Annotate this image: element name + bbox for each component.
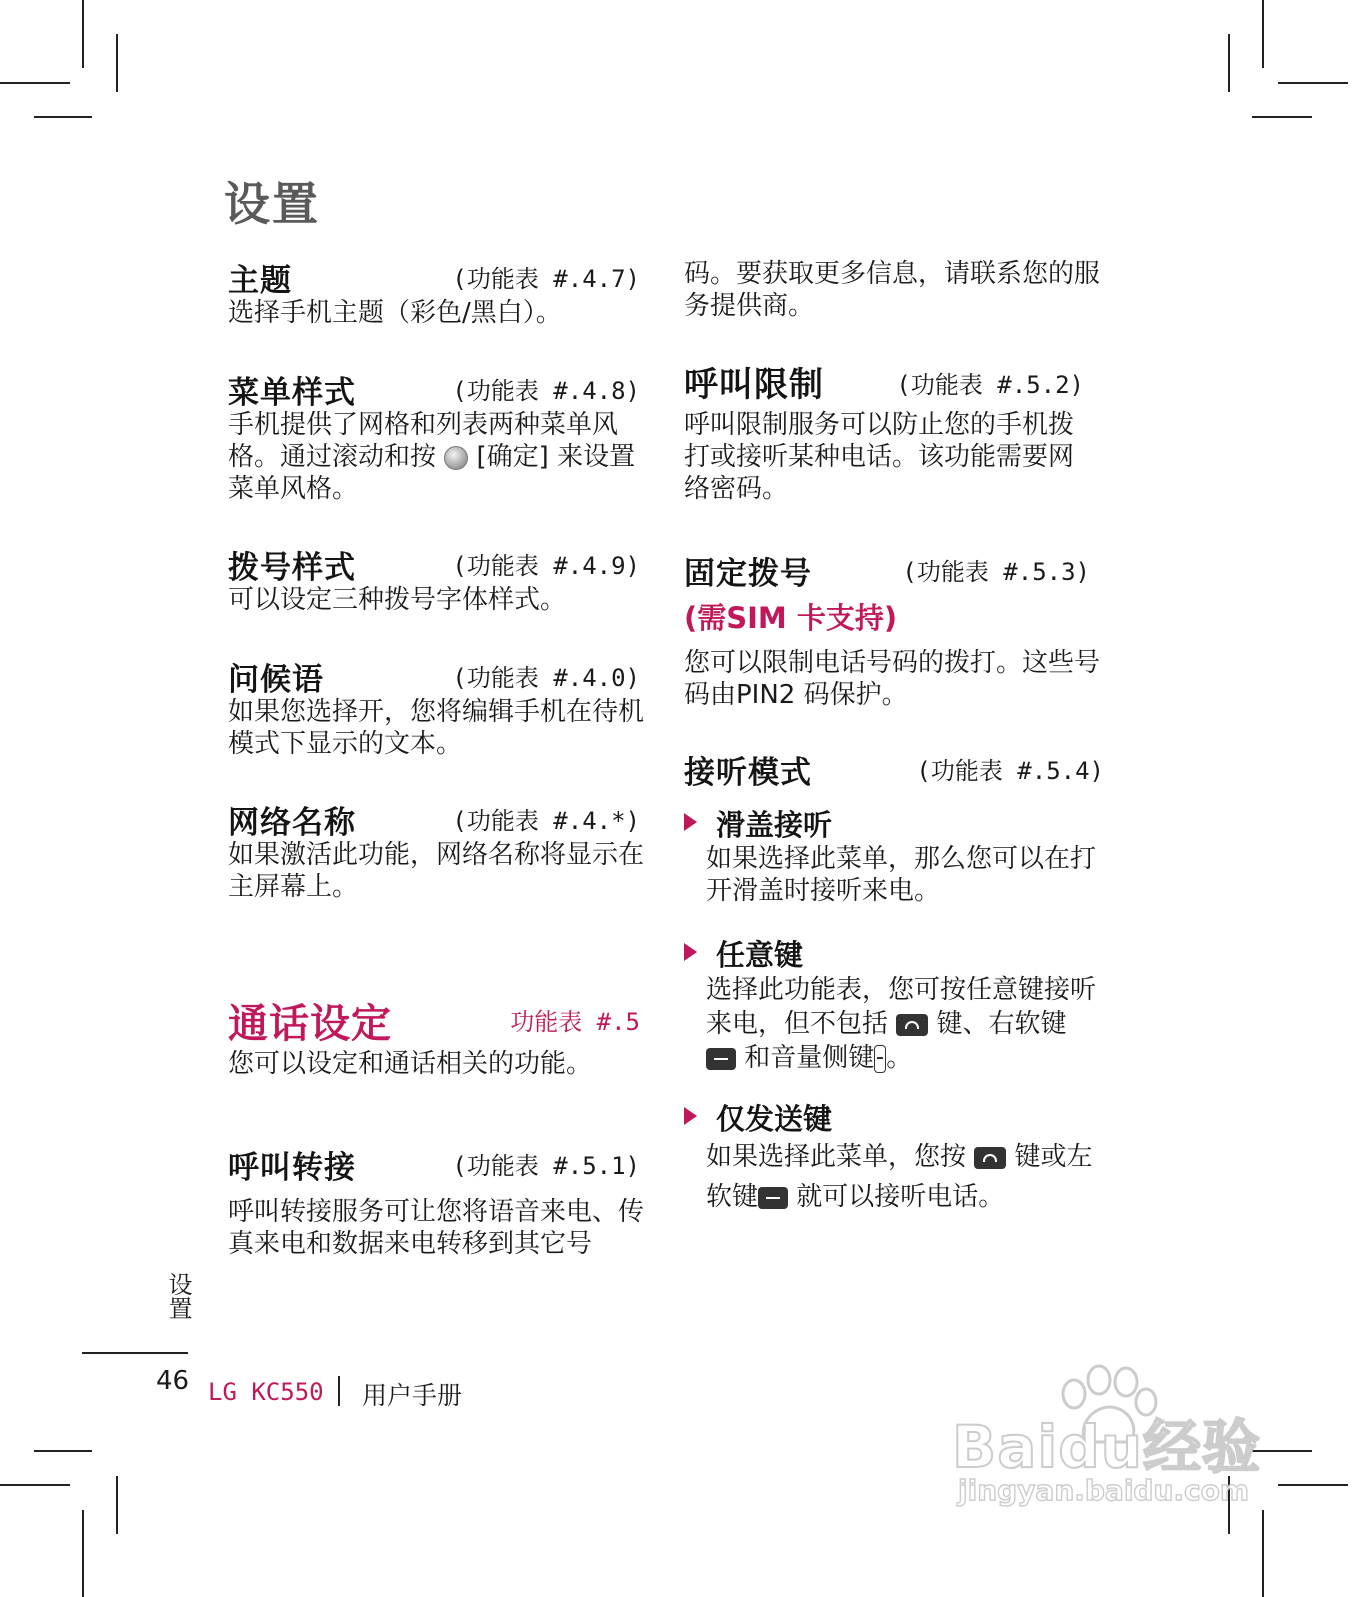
section-title: 菜单样式 xyxy=(228,375,356,411)
sim-note: (需SIM 卡支持) xyxy=(684,601,898,635)
section-title: 呼叫转接 xyxy=(228,1150,356,1186)
section-body: 如果激活此功能，网络名称将显示在主屏幕上。 xyxy=(228,840,645,902)
page-number: 46 xyxy=(156,1366,190,1396)
bullet-arrow-icon xyxy=(684,813,697,831)
section-fixed-dial xyxy=(684,548,1104,711)
bullet-arrow-icon xyxy=(684,943,697,961)
crop-mark xyxy=(0,82,70,84)
section-network-name xyxy=(228,797,648,903)
section-call-barring xyxy=(684,357,1084,505)
footer-divider xyxy=(338,1376,340,1406)
section-call-settings xyxy=(228,992,648,1080)
menu-ref: (功能表 #.5.3) xyxy=(902,558,1090,586)
crop-mark xyxy=(82,0,84,68)
footer-manual-label: 用户手册 xyxy=(362,1381,463,1410)
section-body: 您可以设定和通话相关的功能。 xyxy=(228,1049,593,1079)
soft-key-icon xyxy=(706,1048,736,1070)
crop-mark xyxy=(82,1510,84,1597)
section-body: 可以设定三种拨号字体样式。 xyxy=(228,585,567,615)
section-body: 码。要获取更多信息，请联系您的服务提供商。 xyxy=(684,259,1101,321)
option-body xyxy=(706,1137,1104,1217)
section-title: 固定拨号 xyxy=(684,556,812,592)
option-title: 滑盖接听 xyxy=(716,808,833,842)
section-greeting xyxy=(228,654,648,760)
menu-ref: (功能表 #.4.*) xyxy=(452,807,640,835)
crop-mark xyxy=(1262,1510,1264,1597)
volume-side-key-icon xyxy=(874,1045,886,1073)
page-title: 设置 xyxy=(224,177,320,231)
section-body: 如果您选择开，您将编辑手机在待机模式下显示的文本。 xyxy=(228,697,645,759)
menu-ref: (功能表 #.5.1) xyxy=(452,1152,640,1180)
section-dial-style xyxy=(228,542,648,616)
body-text: 键、右软键 xyxy=(928,1009,1067,1039)
crop-mark xyxy=(0,1484,70,1486)
section-title: 问候语 xyxy=(228,662,324,698)
baidu-watermark xyxy=(952,1362,1272,1522)
section-body: 呼叫转接服务可让您将语音来电、传真来电和数据来电转移到其它号 xyxy=(228,1197,645,1259)
menu-ref: (功能表 #.5.4) xyxy=(916,757,1104,785)
watermark-logo-text: Baidu经验 xyxy=(952,1413,1262,1481)
option-any-key xyxy=(684,933,1104,1075)
menu-ref: (功能表 #.5.2) xyxy=(896,371,1084,399)
crop-mark xyxy=(116,34,118,92)
send-key-icon xyxy=(896,1014,928,1036)
option-slide-answer xyxy=(684,803,1104,907)
section-title: 接听模式 xyxy=(684,755,812,791)
body-text: 。 xyxy=(886,1043,913,1073)
body-text: [确定] 来设置菜单风格。 xyxy=(228,442,636,504)
menu-ref: (功能表 #.4.8) xyxy=(452,377,640,405)
crop-mark xyxy=(34,116,92,118)
option-body: 如果选择此菜单，那么您可以在打开滑盖时接听来电。 xyxy=(706,844,1097,906)
side-tab-label: 设置 xyxy=(164,1272,192,1320)
section-body: 选择手机主题（彩色/黑白）。 xyxy=(228,298,562,328)
body-text: 就可以接听电话。 xyxy=(788,1182,1005,1212)
option-body xyxy=(706,973,1104,1075)
section-menu-style xyxy=(228,367,640,505)
body-text: 如果选择此菜单，您按 xyxy=(706,1142,975,1172)
send-key-icon xyxy=(974,1147,1006,1169)
crop-mark xyxy=(1252,116,1312,118)
body-text: 和音量侧键 xyxy=(736,1043,875,1073)
section-body: 您可以限制电话号码的拨打。这些号码由PIN2 码保护。 xyxy=(684,648,1101,710)
crop-mark xyxy=(1228,34,1230,92)
menu-ref: (功能表 #.4.7) xyxy=(452,265,640,293)
section-answer-mode xyxy=(684,747,1104,1217)
section-title: 拨号样式 xyxy=(228,550,356,586)
bullet-arrow-icon xyxy=(684,1107,697,1125)
section-body: 呼叫限制服务可以防止您的手机拨打或接听某种电话。该功能需要网络密码。 xyxy=(684,410,1075,504)
watermark-url: jingyan.baidu.com xyxy=(958,1474,1250,1507)
body-text: 键或左软键 xyxy=(706,1142,1093,1212)
crop-mark xyxy=(1262,0,1264,68)
section-title: 呼叫限制 xyxy=(684,365,824,405)
crop-mark xyxy=(1278,1484,1348,1486)
option-title: 任意键 xyxy=(716,938,804,972)
footer-rule xyxy=(82,1352,188,1354)
ok-key-icon xyxy=(444,446,468,470)
crop-mark xyxy=(1278,82,1348,84)
section-title: 通话设定 xyxy=(228,1001,392,1047)
menu-ref: 功能表 #.5 xyxy=(510,1008,640,1036)
soft-key-icon xyxy=(758,1187,788,1209)
option-send-key-only xyxy=(684,1097,1104,1217)
body-text: 选择此功能表，您可按任意键接听来电，但不包括 xyxy=(706,975,1097,1039)
footer-brand: LG KC550 xyxy=(208,1378,324,1406)
section-title: 主题 xyxy=(228,263,292,299)
crop-mark xyxy=(116,1476,118,1534)
body-text: 手机提供了网格和列表两种菜单风格。通过滚动和按 xyxy=(228,410,619,472)
menu-ref: (功能表 #.4.9) xyxy=(452,552,640,580)
option-title: 仅发送键 xyxy=(716,1102,833,1136)
section-call-forward xyxy=(228,1142,648,1260)
section-body xyxy=(228,409,640,505)
continuation-text xyxy=(684,256,1104,322)
menu-ref: (功能表 #.4.0) xyxy=(452,664,640,692)
section-title: 网络名称 xyxy=(228,805,356,841)
section-theme xyxy=(228,255,648,329)
crop-mark xyxy=(34,1450,92,1452)
